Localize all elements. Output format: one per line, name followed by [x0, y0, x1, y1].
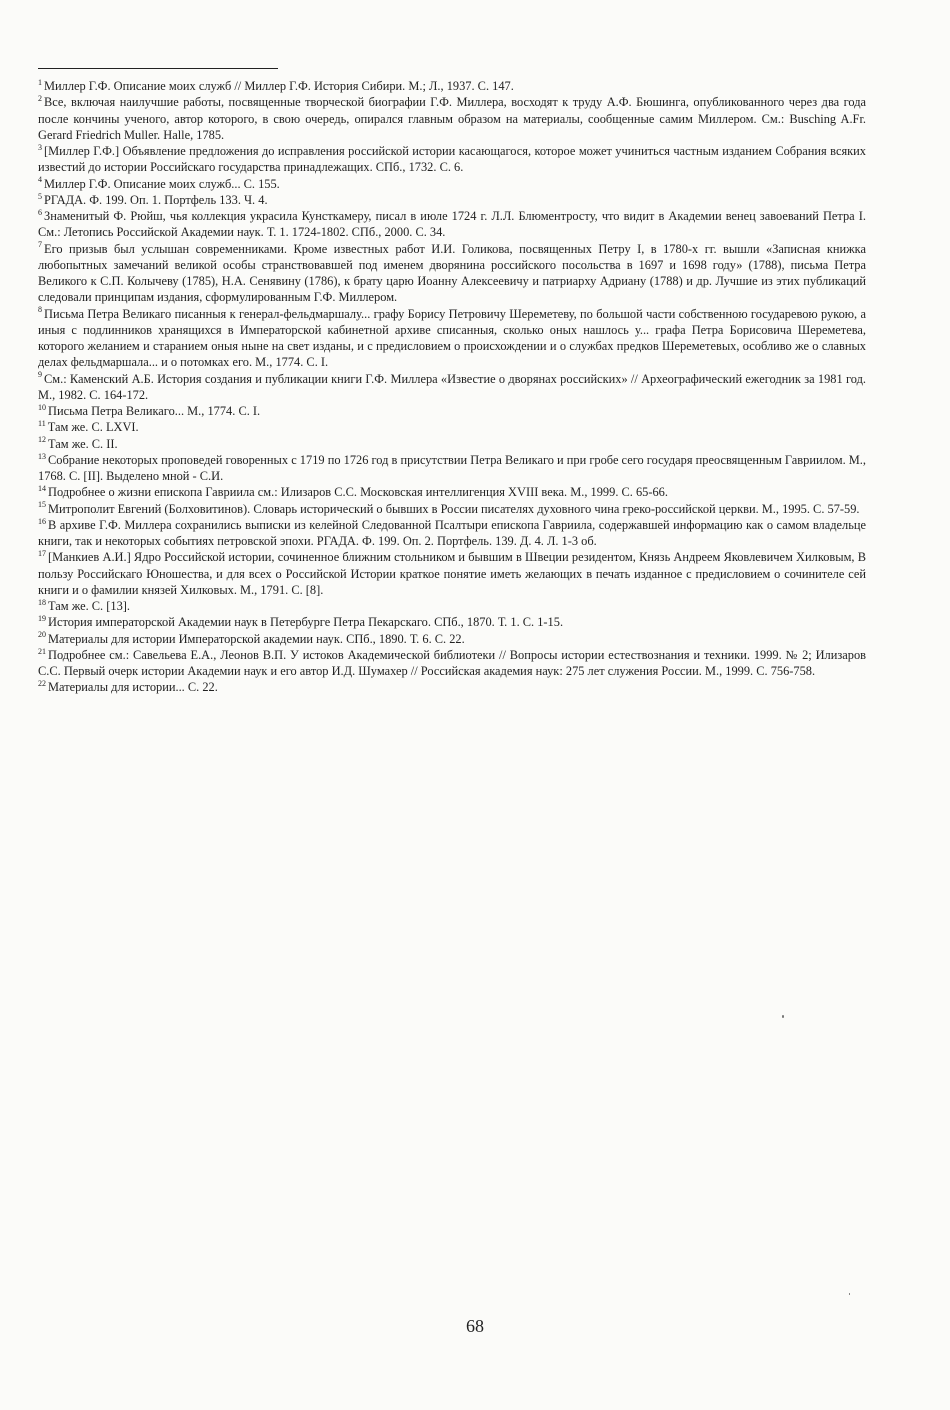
footnote-text: Миллер Г.Ф. Описание моих служб // Миллер Г.Ф. История Сибири. М.; Л., 1937. С. 147. [44, 79, 514, 93]
footnote-text: Материалы для истории... С. 22. [48, 680, 218, 695]
footnote-text: Там же. С. LXVI. [47, 420, 139, 435]
footnote-number: 11 [38, 419, 46, 429]
footnote [38, 419, 866, 435]
footnote [38, 192, 866, 208]
footnote-text: Все, включая наилучшие работы, посвященные творческой биографии Г.Ф. Миллера, восходят к труду А.Ф. Бюшинга, опубликованного через два года после кончины ученого, автор которого, в свою очередь, опирался главным образом на материалы, сообщенные самим Миллером. См.: Busching A.Fr. Gerard Friedrich Muller. Halle, 1785. [38, 95, 866, 142]
footnote-number: 22 [38, 679, 46, 689]
footnote-text: Письма Петра Великаго... М., 1774. С. I. [48, 404, 261, 418]
footnote-number: 19 [38, 614, 46, 624]
footnote-number: 10 [38, 402, 46, 412]
footnote [38, 631, 866, 647]
footnote-text: Подробнее см.: Савельева Е.А., Леонов В.П. У истоков Академической библиотеки // Вопросы истории естествознания и техники. 1999. № 2; Илизаров С.С. Первый очерк истории Академии наук и его автор И.Д. Шумахер // Российская академия наук: 275 лет служения России. М., 1999. С. 756-758. [38, 647, 866, 678]
footnote-text: Миллер Г.Ф. Описание моих служб... С. 155. [44, 176, 280, 191]
footnote [38, 371, 866, 404]
footnote [38, 143, 866, 176]
footnote-number: 5 [38, 191, 42, 201]
footnote-text: РГАДА. Ф. 199. Оп. 1. Портфель 133. Ч. 4. [44, 192, 268, 207]
footnote-number: 17 [38, 549, 46, 559]
footnote [38, 484, 866, 500]
footnote-number: 21 [38, 646, 46, 656]
footnote-number: 12 [38, 435, 46, 445]
footnote-text: См.: Каменский А.Б. История создания и публикации книги Г.Ф. Миллера «Известие о дворянах российских» // Археографический ежегодник за 1981 год. М., 1982. С. 164-172. [38, 371, 866, 402]
footnote-text: Знаменитый Ф. Рюйш, чья коллекция украсила Кунсткамеру, писал в июле 1724 г. Л.Л. Блюментросту, что видит в Академии венец завоеваний Петра I. См.: Летопись Российской Академии наук. Т. 1. 1724-1802. СПб., 2000. С. 34. [38, 209, 866, 240]
footnote-number: 9 [38, 370, 42, 380]
footnote [38, 647, 866, 680]
footnote-text: [Манкиев А.И.] Ядро Российской истории, сочиненное ближним стольником и бывшим в Швеции резидентом, Князь Андреем Яковлевичем Хилковым, В пользу Российскаго Юношества, и для всех о Российской Истории краткое понятие иметь желающих в печать изданное с предисловием о сочинителе сей книги и о фамилии князей Хилковых. М., 1791. С. [8]. [38, 550, 866, 597]
footnote [38, 241, 866, 306]
footnote [38, 306, 866, 371]
scan-speck [849, 1293, 850, 1295]
page-number: 68 [466, 1316, 484, 1336]
footnote-number: 13 [38, 451, 46, 461]
footnote-number: 2 [38, 94, 42, 104]
footnote-number: 14 [38, 484, 46, 494]
footnote [38, 78, 866, 94]
footnote [38, 501, 866, 517]
footnote [38, 452, 866, 485]
footnote-number: 20 [38, 630, 46, 640]
footnote [38, 679, 866, 695]
footnote-number: 3 [38, 142, 42, 152]
footnote [38, 549, 866, 598]
footnote-text: Материалы для истории Императорской академии наук. СПб., 1890. Т. 6. С. 22. [48, 631, 465, 646]
footnote-text: [Миллер Г.Ф.] Объявление предложения до исправления российской истории касающагося, которое может учиниться частным изданием Собрания всяких известий до истории Российскаго государства принадлежащих. СПб., 1732. С. 6. [38, 144, 866, 175]
footnote [38, 598, 866, 614]
footnote-number: 8 [38, 305, 42, 315]
footnote-number: 6 [38, 207, 42, 217]
footnote [38, 614, 866, 630]
footnote-number: 18 [38, 597, 46, 607]
footnotes-block [38, 78, 866, 696]
footnote-text: Там же. С. II. [48, 436, 118, 451]
footnote [38, 403, 866, 419]
footnote [38, 517, 866, 550]
footnote [38, 208, 866, 241]
footnote-text: Там же. С. [13]. [48, 599, 130, 613]
footnote-text: Митрополит Евгений (Болховитинов). Словарь исторический о бывших в России писателях духовного чина греко-российской церкви. М., 1995. С. 57-59. [48, 501, 860, 516]
footnote-text: История императорской Академии наук в Петербурге Петра Пекарскаго. СПб., 1870. Т. 1. С. 1-15. [48, 615, 564, 630]
footnote-number: 16 [38, 516, 46, 526]
footnote [38, 94, 866, 143]
footnote-number: 7 [38, 240, 42, 250]
footnote-text: Собрание некоторых проповедей говоренных с 1719 по 1726 год в присутствии Петра Великаго и при гробе сего государя преосвященным Гавриилом. М., 1768. С. [II]. Выделено мной - С.И. [38, 452, 866, 483]
footnote-number: 4 [38, 175, 42, 185]
footnote [38, 436, 866, 452]
footnote-text: Подробнее о жизни епископа Гавриила см.: Илизаров С.С. Московская интеллигенция XVIII века. М., 1999. С. 65-66. [48, 485, 668, 500]
scan-speck [782, 1015, 784, 1018]
footnote-text: Письма Петра Великаго писанныя к генерал-фельдмаршалу... графу Борису Петровичу Шереметеву, по большой части собственною государевою рукою, а иныя с подлинников хранящихся в Императорской кабинетной архиве списанныя, сколько оных нашлось у... графа Петра Борисовича Шереметева, которого желанием и старанием оныя ныне на свет изданы, и с предисловием о происхождении и о службах предков Шереметевых, особливо же о славных делах фельдмаршала... и о потомках его. М., 1774. С. I. [38, 306, 866, 370]
footnote-separator [38, 68, 278, 69]
footnote-number: 1 [38, 77, 42, 87]
footnote-text: В архиве Г.Ф. Миллера сохранились выписки из келейной Следованной Псалтыри епископа Гавриила, содержавшей информацию как о самом владельце книги, так и некоторых событиях петровской эпохи. РГАДА. Ф. 199. Оп. 2. Портфель. 139. Д. 4. Л. 1-3 об. [38, 517, 866, 548]
footnote-text: Его призыв был услышан современниками. Кроме известных работ И.И. Голикова, посвященных Петру I, в 1780-х гг. вышли «Записная книжка любопытных замечаний великой особы странствовавшей под именем дворянина российского посольства в 1697 и 1698 году» (1788), письма Петра Великого к С.П. Колычеву (1785), Н.А. Сенявину (1786), к брату царю Иоанну Алексеевичу и патриарху Адриану (1788) и др. Лучшие из этих публикаций следовали принципам издания, сформулированным Г.Ф. Миллером. [38, 241, 866, 305]
footnote-number: 15 [38, 500, 46, 510]
footnote [38, 176, 866, 192]
